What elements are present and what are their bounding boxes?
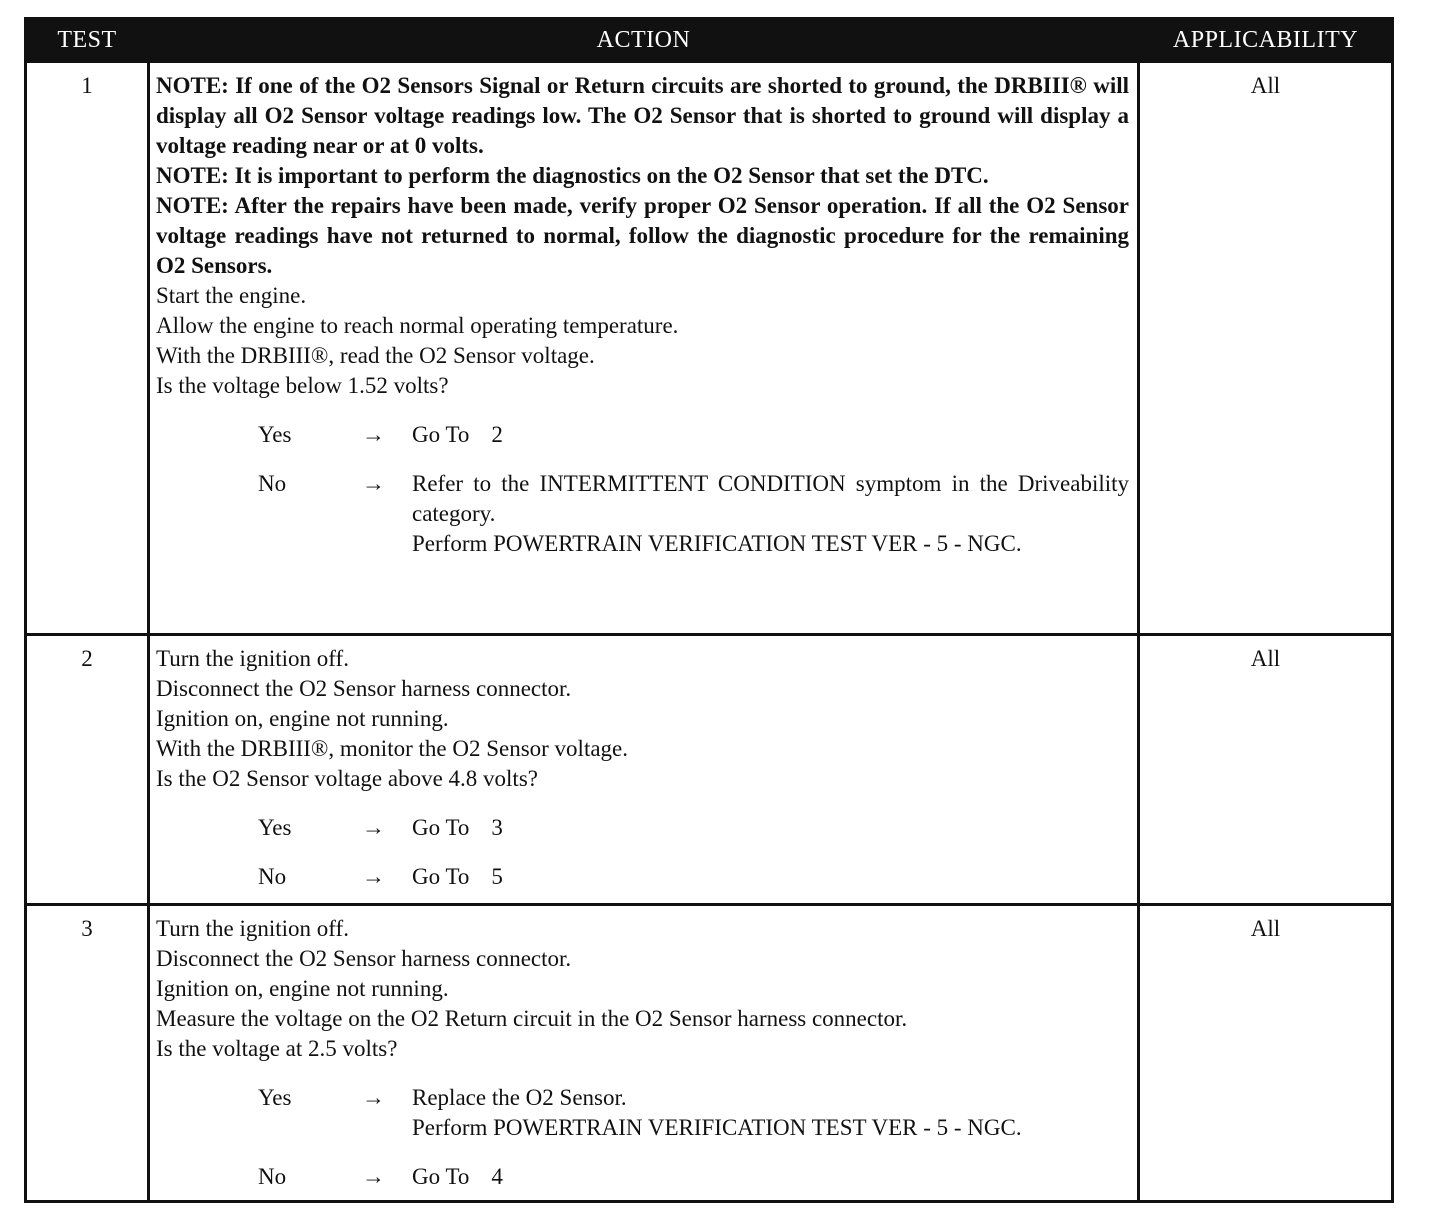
step: Allow the engine to reach normal operating temperature. (156, 313, 679, 338)
test-number-3: 3 (27, 903, 147, 1200)
goto-link[interactable] (412, 1162, 1129, 1192)
step: Ignition on, engine not running. (156, 706, 449, 731)
right-arrow-icon: → (362, 422, 385, 447)
goto-link[interactable] (412, 862, 1129, 892)
diagnostic-test-table (24, 17, 1394, 1203)
action-cell-2 (147, 633, 1140, 903)
yes-label: Yes (258, 815, 292, 840)
step: With the DRBIII®, read the O2 Sensor voltage. (156, 343, 595, 368)
step: With the DRBIII®, monitor the O2 Sensor voltage. (156, 736, 629, 761)
right-arrow-icon: → (362, 1164, 385, 1189)
note-3: NOTE: After the repairs have been made, verify proper O2 Sensor operation. If all the O2 Sensor voltage readings have not returned to normal, follow the diagnostic procedure for the remaining O2 Sensors. (156, 193, 1129, 278)
header-applicability: APPLICABILITY (1140, 20, 1391, 60)
header-test: TEST (27, 20, 147, 60)
right-arrow-icon: → (362, 1085, 385, 1110)
applicability-1: All (1140, 60, 1391, 633)
yes-instruction-1: Replace the O2 Sensor. (412, 1085, 627, 1110)
yes-instruction-2: Perform POWERTRAIN VERIFICATION TEST VER - 5 - NGC. (412, 1115, 1022, 1140)
test-number-2: 2 (27, 633, 147, 903)
action-cell-3 (147, 903, 1140, 1200)
note-1: NOTE: If one of the O2 Sensors Signal or Return circuits are shorted to ground, the DRBIII® will display all O2 Sensor voltage readings low. The O2 Sensor that is shorted to ground will display a voltage reading near or at 0 volts. (156, 73, 1129, 158)
note-2: NOTE: It is important to perform the diagnostics on the O2 Sensor that set the DTC. (156, 163, 989, 188)
test-number-1: 1 (27, 60, 147, 633)
no-instruction-1: Refer to the INTERMITTENT CONDITION symptom in the Driveability category. (412, 471, 1129, 526)
goto-number: 3 (491, 815, 503, 840)
yes-branch (258, 813, 1129, 843)
header-action: ACTION (147, 20, 1140, 60)
action-cell-1 (147, 60, 1140, 633)
goto-label: Go To (412, 864, 470, 889)
no-label: No (258, 1164, 287, 1189)
right-arrow-icon: → (362, 864, 385, 889)
step: Turn the ignition off. (156, 916, 349, 941)
goto-label: Go To (412, 815, 470, 840)
question: Is the O2 Sensor voltage above 4.8 volts? (156, 766, 538, 791)
no-instructions (412, 469, 1129, 559)
right-arrow-icon: → (362, 471, 385, 496)
yes-branch (258, 1083, 1129, 1143)
yes-label: Yes (258, 1085, 292, 1110)
question: Is the voltage below 1.52 volts? (156, 373, 449, 398)
question: Is the voltage at 2.5 volts? (156, 1036, 398, 1061)
goto-number: 2 (491, 422, 503, 447)
no-branch (258, 1162, 1129, 1192)
no-label: No (258, 471, 287, 496)
applicability-3: All (1140, 903, 1391, 1200)
right-arrow-icon: → (362, 815, 385, 840)
step: Disconnect the O2 Sensor harness connector. (156, 946, 572, 971)
no-branch (258, 862, 1129, 892)
goto-link[interactable] (412, 420, 1129, 450)
applicability-2: All (1140, 633, 1391, 903)
goto-label: Go To (412, 1164, 470, 1189)
no-branch (258, 469, 1129, 559)
step: Disconnect the O2 Sensor harness connector. (156, 676, 572, 701)
no-label: No (258, 864, 287, 889)
yes-label: Yes (258, 422, 292, 447)
goto-number: 5 (491, 864, 503, 889)
yes-instructions (412, 1083, 1129, 1143)
step: Start the engine. (156, 283, 307, 308)
step: Turn the ignition off. (156, 646, 349, 671)
step: Ignition on, engine not running. (156, 976, 449, 1001)
no-instruction-2: Perform POWERTRAIN VERIFICATION TEST VER - 5 - NGC. (412, 531, 1022, 556)
goto-link[interactable] (412, 813, 1129, 843)
goto-number: 4 (491, 1164, 503, 1189)
step: Measure the voltage on the O2 Return circuit in the O2 Sensor harness connector. (156, 1006, 908, 1031)
goto-label: Go To (412, 422, 470, 447)
yes-branch (258, 420, 1129, 450)
